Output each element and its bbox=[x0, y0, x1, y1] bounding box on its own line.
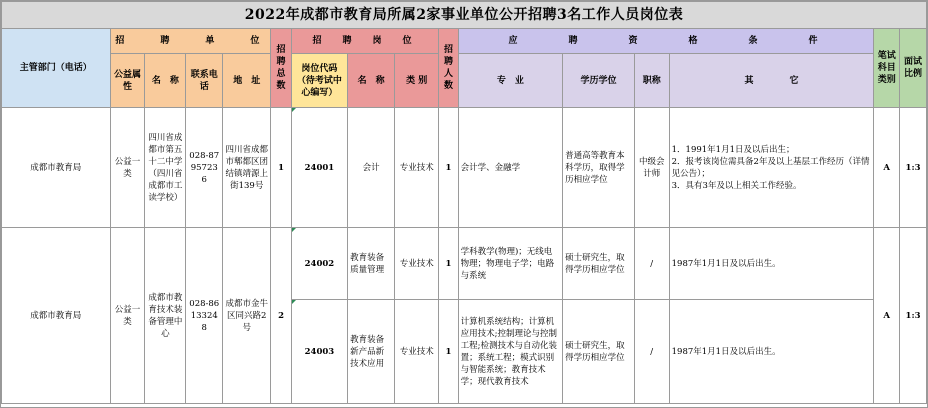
degree-cell: 硕士研究生，取得学历相应学位 bbox=[563, 228, 635, 300]
degree-cell: 硕士研究生，取得学历相应学位 bbox=[563, 300, 635, 404]
unit-name-cell: 四川省成都市第五十二中学（四川省成都市工读学校） bbox=[145, 108, 186, 228]
total-cell: 1 bbox=[271, 108, 291, 228]
table-title: 2022年成都市教育局所属2家事业单位公开招聘3名工作人员岗位表 bbox=[2, 2, 927, 29]
header-dept: 主管部门（电话） bbox=[2, 29, 111, 108]
header-qual-group: 应 聘 资 格 条 件 bbox=[458, 29, 874, 54]
table-row bbox=[2, 228, 927, 300]
header-post-group: 招 聘 岗 位 bbox=[291, 29, 438, 54]
address-cell: 成都市金牛区同兴路2号 bbox=[223, 228, 271, 404]
header-post-code: 岗位代码（待考试中心编写） bbox=[291, 54, 347, 108]
count-cell: 1 bbox=[439, 300, 458, 404]
header-count: 招聘人数 bbox=[439, 29, 458, 108]
header-unit-name: 名 称 bbox=[145, 54, 186, 108]
major-cell: 学科教学(物理)；无线电物理；物理电子学；电路与系统 bbox=[458, 228, 562, 300]
exam-type-cell: A bbox=[874, 108, 900, 228]
ratio-cell: 1:3 bbox=[900, 228, 927, 404]
count-cell: 1 bbox=[439, 228, 458, 300]
header-major: 专 业 bbox=[458, 54, 562, 108]
title-req-cell: / bbox=[634, 300, 669, 404]
post-name-cell: 会计 bbox=[348, 108, 395, 228]
phone-cell: 028-87957236 bbox=[186, 108, 223, 228]
category-cell: 专业技术 bbox=[395, 300, 439, 404]
exam-type-cell: A bbox=[874, 228, 900, 404]
address-cell: 四川省成都市郫都区团结镇靖源上街139号 bbox=[223, 108, 271, 228]
dept-cell: 成都市教育局 bbox=[2, 108, 111, 228]
post-name-cell: 教育装备质量管理 bbox=[348, 228, 395, 300]
major-cell: 计算机系统结构；计算机应用技术;控制理论与控制工程;检测技术与自动化装置；系统工程；模式识别与智能系统；教育技术学；现代教育技术 bbox=[458, 300, 562, 404]
post-code-cell: 24002 bbox=[291, 228, 347, 300]
header-other: 其 它 bbox=[669, 54, 874, 108]
phone-cell: 028-86133248 bbox=[186, 228, 223, 404]
other-cell: 1987年1月1日及以后出生。 bbox=[669, 300, 874, 404]
header-nature: 公益属性 bbox=[110, 54, 145, 108]
header-address: 地 址 bbox=[223, 54, 271, 108]
header-title-req: 职称 bbox=[634, 54, 669, 108]
header-unit-group: 招 聘 单 位 bbox=[110, 29, 271, 54]
degree-cell: 普通高等教育本科学历，取得学历相应学位 bbox=[563, 108, 635, 228]
total-cell: 2 bbox=[271, 228, 291, 404]
dept-cell: 成都市教育局 bbox=[2, 228, 111, 404]
post-code-cell: 24001 bbox=[291, 108, 347, 228]
category-cell: 专业技术 bbox=[395, 228, 439, 300]
other-cell: 1987年1月1日及以后出生。 bbox=[669, 228, 874, 300]
count-cell: 1 bbox=[439, 108, 458, 228]
table-row bbox=[2, 108, 927, 228]
unit-name-cell: 成都市教育技术装备管理中心 bbox=[145, 228, 186, 404]
header-phone: 联系电话 bbox=[186, 54, 223, 108]
nature-cell: 公益一类 bbox=[110, 228, 145, 404]
post-code-cell: 24003 bbox=[291, 300, 347, 404]
category-cell: 专业技术 bbox=[395, 108, 439, 228]
header-category: 类 别 bbox=[395, 54, 439, 108]
ratio-cell: 1:3 bbox=[900, 108, 927, 228]
other-cell: 1．1991年1月1日及以后出生； 2．报考该岗位需具备2年及以上基层工作经历（详情见公告）； 3．具有3年及以上相关工作经验。 bbox=[669, 108, 874, 228]
header-exam-type: 笔试科目类别 bbox=[874, 29, 900, 108]
title-req-cell: 中级会计师 bbox=[634, 108, 669, 228]
major-cell: 会计学、金融学 bbox=[458, 108, 562, 228]
title-req-cell: / bbox=[634, 228, 669, 300]
header-total: 招聘总数 bbox=[271, 29, 291, 108]
nature-cell: 公益一类 bbox=[110, 108, 145, 228]
recruitment-table bbox=[1, 1, 927, 404]
header-post-name: 名 称 bbox=[348, 54, 395, 108]
header-interview-ratio: 面试比例 bbox=[900, 29, 927, 108]
header-degree: 学历学位 bbox=[563, 54, 635, 108]
post-name-cell: 教育装备新产品新技术应用 bbox=[348, 300, 395, 404]
